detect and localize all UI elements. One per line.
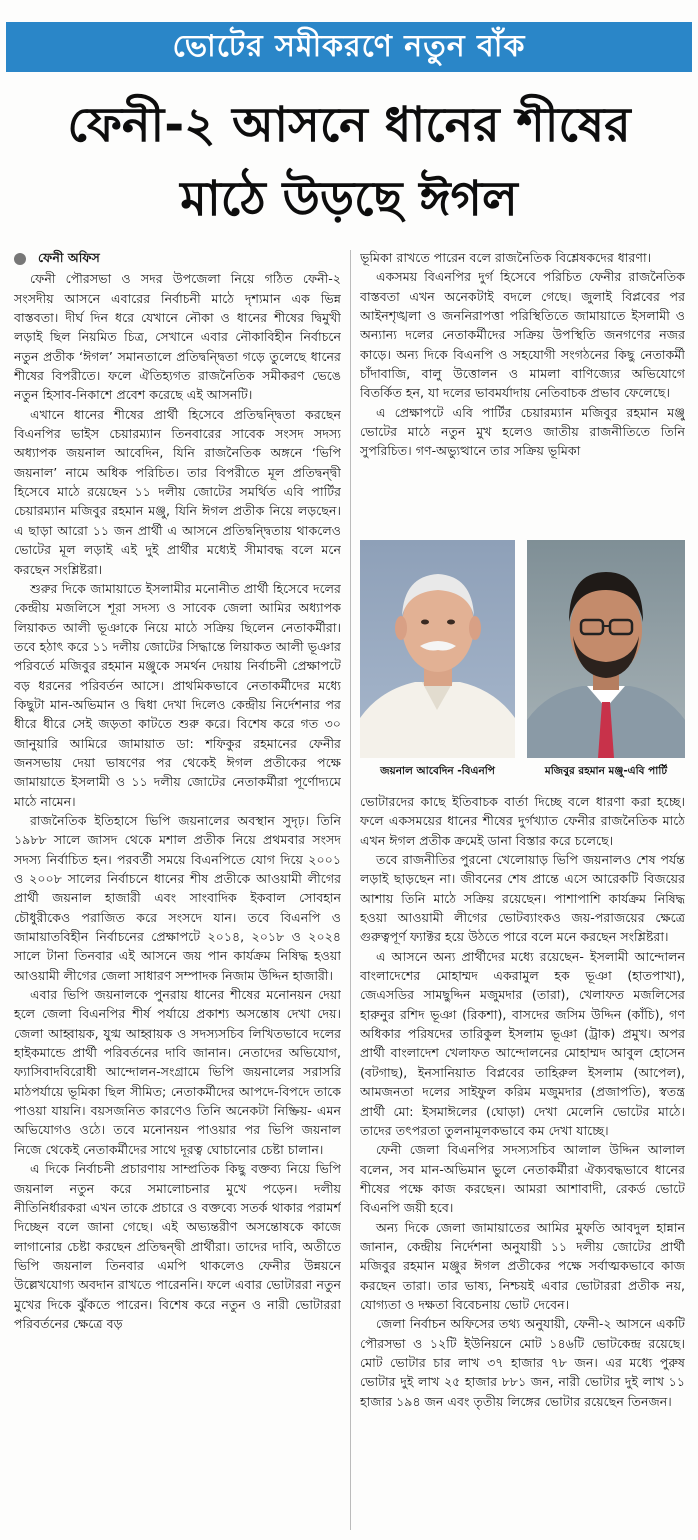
headline	[6, 88, 692, 236]
bullet-icon	[14, 253, 26, 265]
paragraph: এখানে ধানের শীষের প্রার্থী হিসেবে প্রতিদ্বন্দ্বিতা করছেন বিএনপির ভাইস চেয়ারম্যান তিনবারের সাবেক সংসদ সদস্য অধ্যাপক জয়নাল আবেদিন, যিনি রাজনৈতিক অঙ্গনে ‘ভিপি জয়নাল’ নামে অধিক পরিচিত। তার বিপরীতে মূল প্রতিদ্বন্দ্বী হিসেবে মাঠে রয়েছেন ১১ দলীয় জোটের সমর্থিত এবি পার্টির চেয়ারম্যান মজিবুর রহমান মঞ্জু, যিনি ঈগল প্রতীক নিয়ে লড়ছেন। এ ছাড়া আরো ১১ জন প্রার্থী এ আসনে প্রতিদ্বন্দ্বিতায় থাকলেও ভোটের মূল লড়াই এই দুই প্রার্থীর মধ্যেই সীমাবদ্ধ বলে মনে করছেন সংশ্লিষ্টরা।	[14, 406, 341, 577]
headline-line-1: ফেনী-২ আসনে ধানের শীষের	[67, 97, 631, 153]
paragraph: অন্য দিকে জেলা জামায়াতের আমির মুফতি আবদুল হান্নান জানান, কেন্দ্রীয় নির্দেশনা অনুযায়ী ১১ দলীয় জোটের প্রার্থী মজিবুর রহমান মঞ্জুর ঈগল প্রতীকের পক্ষে সর্বাত্মকভাবে কাজ করছেন তারা। তার ভাষ্য, নিশ্চয়ই এবার ভোটাররা প্রতীক নয়, যোগ্যতা ও দক্ষতা বিবেচনায় ভোট দেবেন।	[360, 1219, 685, 1312]
paragraph: ভূমিকা রাখতে পারেন বলে রাজনৈতিক বিশ্লেষকদের ধারণা।	[360, 250, 652, 265]
article-column-2-bottom	[360, 792, 685, 1536]
article-column-1	[14, 248, 341, 1536]
photo-caption-left: জয়নাল আবেদিন -বিএনপি	[380, 765, 495, 777]
kicker-banner: ভোটের সমীকরণে নতুন বাঁক	[6, 22, 692, 72]
headline-line-2: মাঠে উড়ছে ঈগল	[180, 171, 518, 227]
paragraph: ভোটারদের কাছে ইতিবাচক বার্তা দিচ্ছে বলে ধারণা করা হচ্ছে। ফলে একসময়ের ধানের শীষের দুর্গখ্যাত ফেনীর রাজনৈতিক মাঠে এখন ঈগল প্রতীক ক্রমেই ডানা বিস্তার করে চলেছে।	[360, 794, 685, 848]
column-divider	[350, 250, 351, 1530]
byline-text: ফেনী অফিস	[38, 250, 100, 265]
paragraph: শুরুর দিকে জামায়াতে ইসলামীর মনোনীত প্রার্থী হিসেবে দলের কেন্দ্রীয় মজলিসে শূরা সদস্য ও সাবেক জেলা আমির অধ্যাপক লিয়াকত আলী ভূঞাকে নিয়ে মাঠে সক্রিয় ছিলেন নেতাকর্মীরা। তবে হঠাৎ করে ১১ দলীয় জোটের সিদ্ধান্তে লিয়াকত আলী ভূঞার পরিবর্তে মজিবুর রহমান মঞ্জুকে সমর্থন দেয়ায় নির্বাচনী প্রেক্ষাপটে বড় ধরনের পরিবর্তন আসে। প্রাথমিকভাবে নেতাকর্মীদের মধ্যে কিছুটা মান-অভিমান ও দ্বিধা দেখা দিলেও কেন্দ্রীয় নির্দেশনার পর ধীরে ধীরে সেই জড়তা কাটতে শুরু করে। বিশেষ করে গত ৩০ জানুয়ারি আমিরে জামায়াত ডা: শফিকুর রহমানের ফেনীর জনসভায় দেয়া ভাষণের পর থেকেই ঈগল প্রতীকের পক্ষে জামায়াতে ইসলামী ও ১১ দলীয় জোটের নেতাকর্মীরা পূর্ণোদ্যমে মাঠে নামেন।	[14, 580, 341, 809]
paragraph: এ দিকে নির্বাচনী প্রচারণায় সাম্প্রতিক কিছু বক্তব্য নিয়ে ভিপি জয়নাল নতুন করে সমালোচনার মুখে পড়েন। দলীয় নীতিনির্ধারকরা এখন তাকে প্রচারে ও বক্তব্যে সতর্ক থাকার পরামর্শ দিচ্ছেন বলে জানা গেছে। এই অভ্যন্তরীণ অসন্তোষকে কাজে লাগানোর চেষ্টা করছেন প্রতিদ্বন্দ্বী প্রার্থীরা। তাদের দাবি, অতীতে ভিপি জয়নাল তিনবার এমপি থাকলেও ফেনীর উন্নয়নে উল্লেখযোগ্য অবদান রাখতে পারেননি। ফলে এবার ভোটাররা নতুন মুখের দিকে ঝুঁকতে পারেন। বিশেষ করে নতুন ও নারী ভোটাররা পরিবর্তনের ক্ষেত্রে বড়	[14, 1161, 341, 1331]
portrait-elderly-man-icon	[360, 540, 515, 758]
portrait-man-with-glasses-icon	[527, 540, 685, 758]
paragraph: ফেনী জেলা বিএনপির সদস্যসচিব আলাল উদ্দিন আলাল বলেন, সব মান-অভিমান ভুলে নেতাকর্মীরা ঐক্যবদ্ধভাবে ধানের শীষের পক্ষে কাজ করছেন। আমরা আশাবাদী, রেকর্ড ভোটে বিএনপি জয়ী হবে।	[360, 1142, 685, 1216]
paragraph: রাজনৈতিক ইতিহাসে ভিপি জয়নালের অবস্থান সুদৃঢ়। তিনি ১৯৮৮ সালে জাসদ থেকে মশাল প্রতীক নিয়ে প্রথমবার সংসদ সদস্য নির্বাচিত হন। পরবর্তী সময়ে বিএনপিতে যোগ দিয়ে ২০০১ ও ২০০৮ সালের নির্বাচনে ধানের শীষ প্রতীকে আওয়ামী লীগের প্রার্থী জয়নাল হাজারী এবং সাংবাদিক ইকবাল সোবহান চৌধুরীকেও পরাজিত করে সংসদে যান। তবে বিএনপি ও জামায়াতবিহীন নির্বাচনের প্রেক্ষাপটে ২০১৪, ২০১৮ ও ২০২৪ সালে টানা তিনবার এই আসনে জয় পান কার্যক্রম নিষিদ্ধ হওয়া আওয়ামী লীগের জেলা সাধারণ সম্পাদক নিজাম উদ্দিন হাজারী।	[14, 812, 341, 983]
article-column-2-top	[360, 248, 685, 528]
photo-zainal-abedin	[360, 540, 515, 758]
paragraph: একসময় বিএনপির দুর্গ হিসেবে পরিচিত ফেনীর রাজনৈতিক বাস্তবতা এখন অনেকটাই বদলে গেছে। জুলাই বিপ্লবের পর আইনশৃঙ্খলা ও জননিরাপত্তা পরিস্থিতিতে জামায়াতে ইসলামী ও অন্যান্য দলের নেতাকর্মীদের সক্রিয় উপস্থিতি জনগণের নজর কাড়ে। অন্য দিকে বিএনপি ও সহযোগী সংগঠনের কিছু নেতাকর্মী চাঁদাবাজি, বালু উত্তোলন ও মামলা বাণিজ্যের অভিযোগে বিতর্কিত হন, যা দলের ভাবমর্যাদায় নেতিবাচক প্রভাব ফেলেছে।	[360, 269, 685, 401]
photo-caption-right: মজিবুর রহমান মঞ্জু-এবি পার্টি	[544, 765, 668, 777]
paragraph: এবার ভিপি জয়নালকে পুনরায় ধানের শীষের মনোনয়ন দেয়া হলে জেলা বিএনপির শীর্ষ পর্যায়ে প্রকাশ্য অসন্তোষ দেখা দেয়। জেলা আহ্বায়ক, যুগ্ম আহ্বায়ক ও সদস্যসচিব লিখিতভাবে দলের হাইকমান্ডে প্রার্থী পরিবর্তনের দাবি জানান। নেতাদের অভিযোগ, ফ্যাসিবাদবিরোধী আন্দোলন-সংগ্রামে ভিপি জয়নালের সরাসরি মাঠপর্যায়ে ভূমিকা ছিল সীমিত; নেতাকর্মীদের আপদে-বিপদে তাকে পাওয়া যায়নি। বয়সজনিত কারণেও তিনি অনেকটা নিষ্ক্রিয়- এমন অভিযোগও ওঠে। তবে মনোনয়ন পাওয়ার পর ভিপি জয়নাল নিজে থেকেই নেতাকর্মীদের সাথে দূরত্ব ঘোচানোর চেষ্টা চালান।	[14, 987, 341, 1157]
paragraph: ফেনী পৌরসভা ও সদর উপজেলা নিয়ে গঠিত ফেনী-২ সংসদীয় আসনে এবারের নির্বাচনী মাঠে দৃশ্যমান এক ভিন্ন বাস্তবতা। দীর্ঘ দিন ধরে যেখানে নৌকা ও ধানের শীষের দ্বিমুখী লড়াই ছিল নিয়মিত চিত্র, সেখানে এবার নৌকাবিহীন নির্বাচনে নতুন প্রতীক ‘ঈগল’ সমানতালে প্রতিদ্বন্দ্বিতা গড়ে তুলেছে ধানের শীষের বিপরীতে। ফলে ঐতিহ্যগত রাজনৈতিক সমীকরণ ভেঙে নতুন হিসাব-নিকাশে প্রবেশ করেছে এই আসনটি।	[14, 271, 341, 403]
paragraph: এ প্রেক্ষাপটে এবি পার্টির চেয়ারম্যান মজিবুর রহমান মঞ্জু ভোটের মাঠে নতুন মুখ হলেও জাতীয় রাজনীতিতে তিনি সুপরিচিত। গণ-অভ্যুত্থানে তার সক্রিয় ভূমিকা	[360, 404, 685, 459]
paragraph: জেলা নির্বাচন অফিসের তথ্য অনুযায়ী, ফেনী-২ আসনে একটি পৌরসভা ও ১২টি ইউনিয়নে মোট ১৪৬টি ভোটকেন্দ্র রয়েছে। মোট ভোটার চার লাখ ৩৭ হাজার ৭৮ জন। এর মধ্যে পুরুষ ভোটার দুই লাখ ২৫ হাজার ৮৮১ জন, নারী ভোটার দুই লাখ ১১ হাজার ১৯৪ জন এবং তৃতীয় লিঙ্গের ভোটার রয়েছেন তিনজন।	[360, 1316, 685, 1409]
paragraph: এ আসনে অন্য প্রার্থীদের মধ্যে রয়েছেন- ইসলামী আন্দোলন বাংলাদেশের মোহাম্মদ একরামুল হক ভূঞা (হাতপাখা), জেএসডির সামছুদ্দিন মজুমদার (তারা), খেলাফত মজলিসের হারুনুর রশিদ ভূঞা (রিকশা), বাসদের জসিম উদ্দিন (কাঁচি), গণ অধিকার পরিষদের তারিকুল ইসলাম ভূঞা (ট্রাক) প্রমুখ। অপর প্রার্থী বাংলাদেশ খেলাফত আন্দোলনের মোহাম্মদ আবুল হোসেন (বটগাছ), ইনসানিয়াত বিপ্লবের তাহিরুল ইসলাম (আপেল), আমজনতা দলের সাইফুল করিম মজুমদার (প্রজাপতি), স্বতন্ত্র প্রার্থী মো: ইসমাঈলের (ঘোড়া) দেখা মেলেনি ভোটের মাঠে। তাদের তৎপরতা তুলনামূলকভাবে কম দেখা যাচ্ছে।	[360, 948, 685, 1138]
paragraph: তবে রাজনীতির পুরনো খেলোয়াড় ভিপি জয়নালও শেষ পর্যন্ত লড়াই ছাড়ছেন না। জীবনের শেষ প্রান্তে এসে আরেকটি বিজয়ের আশায় তিনি মাঠে সক্রিয় রয়েছেন। পাশাপাশি কার্যক্রম নিষিদ্ধ হওয়া আওয়ামী লীগের ভোটব্যাংকও জয়-পরাজয়ের ক্ষেত্রে গুরুত্বপূর্ণ ফ্যাক্টর হয়ে উঠতে পারে বলে মনে করছেন সংশ্লিষ্টরা।	[360, 852, 685, 945]
photo-mojibur-rahman-manju	[527, 540, 685, 758]
byline	[14, 248, 341, 267]
